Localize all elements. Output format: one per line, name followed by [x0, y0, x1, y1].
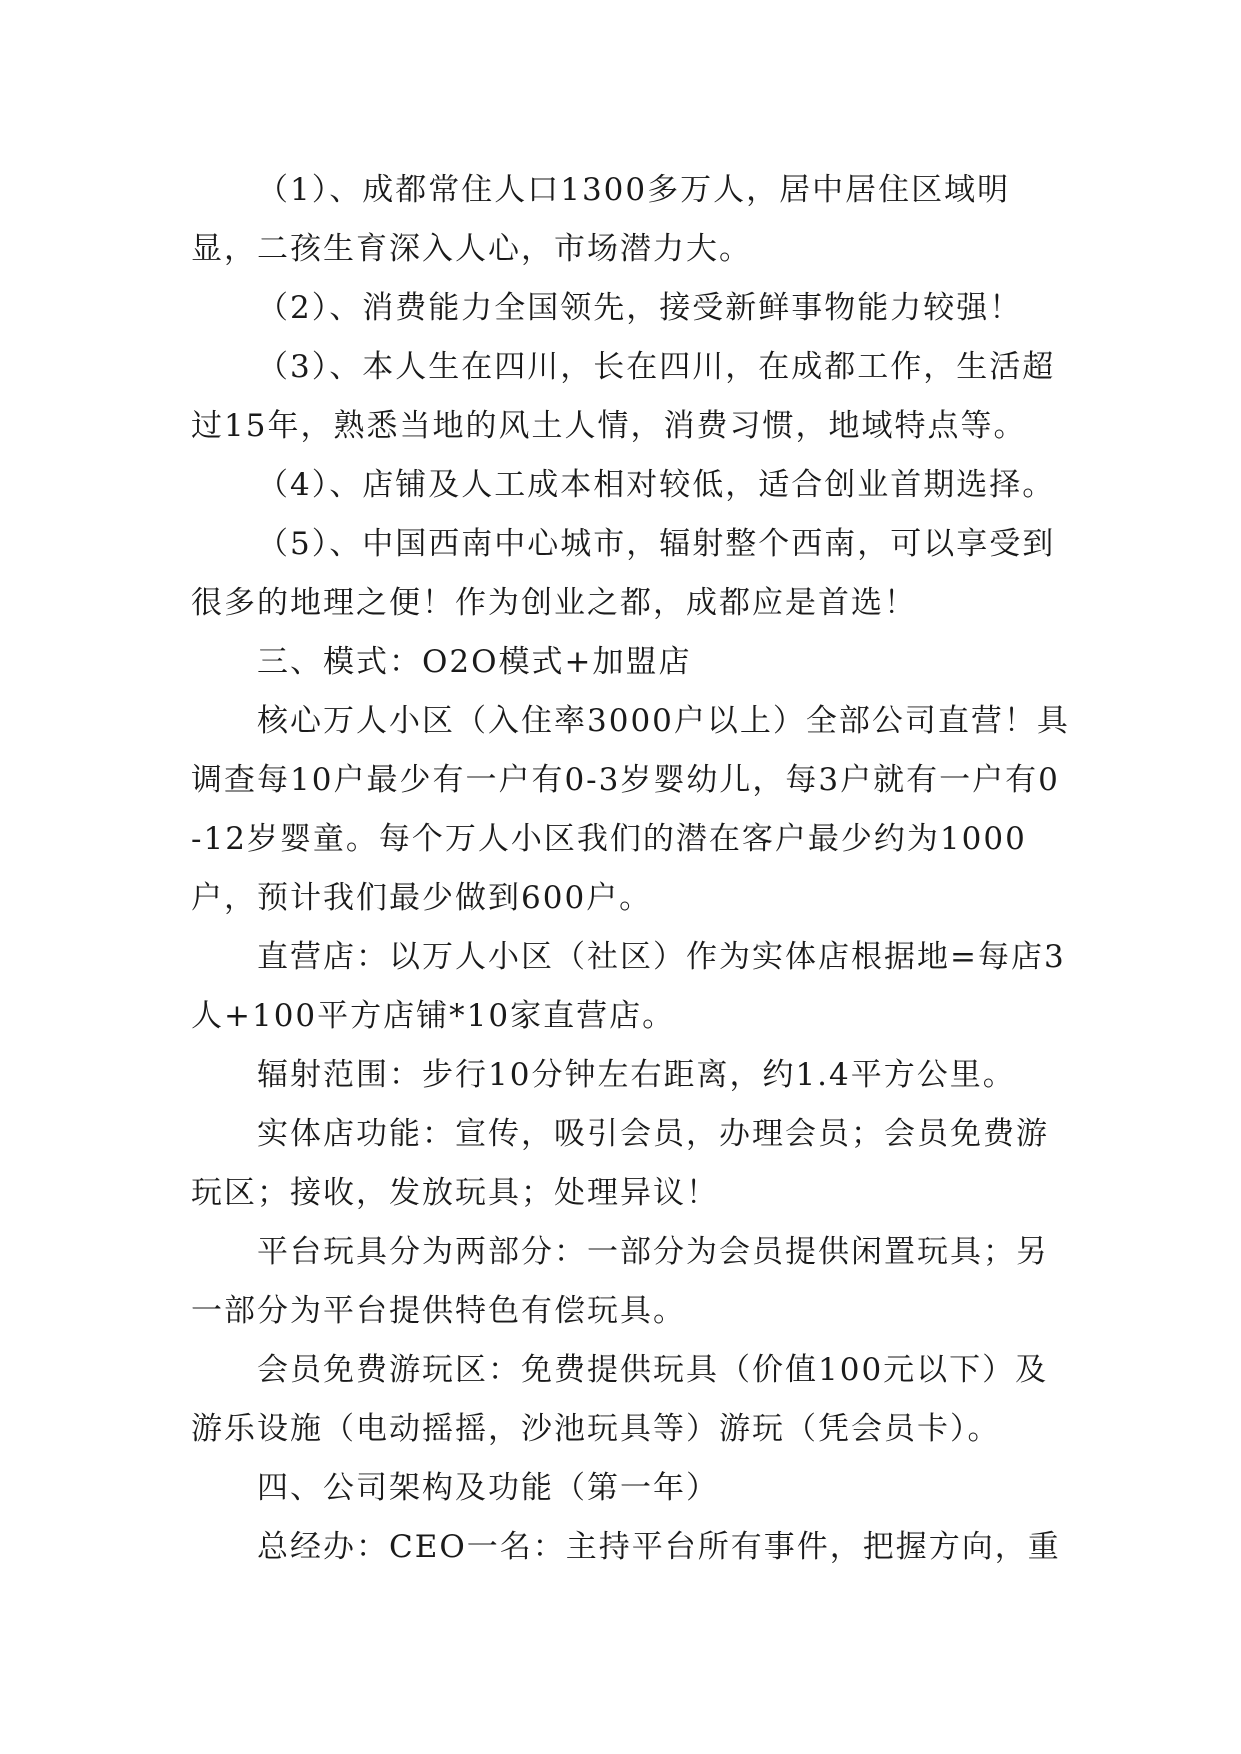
- paragraph-toy-categories: 平台玩具分为两部分：一部分为会员提供闲置玩具；另一部分为平台提供特色有偿玩具。: [191, 1234, 1049, 1329]
- paragraph-low-cost: （4）、店铺及人工成本相对较低，适合创业首期选择。: [257, 467, 1056, 503]
- paragraph-local-experience: （3）、本人生在四川，长在四川，在成都工作，生活超过15年，熟悉当地的风土人情，消费习惯，地域特点等。: [191, 349, 1056, 444]
- document-body: [191, 161, 1071, 1577]
- paragraph-coverage-range: 辐射范围：步行10分钟左右距离，约1.4平方公里。: [257, 1057, 1016, 1093]
- paragraph-consumption-ability: （2）、消费能力全国领先，接受新鲜事物能力较强！: [257, 290, 1023, 326]
- section-heading-model: 三、模式：O2O模式+加盟店: [257, 644, 692, 680]
- paragraph-direct-stores: 直营店：以万人小区（社区）作为实体店根据地=每店3人+100平方店铺*10家直营店。: [191, 939, 1066, 1034]
- paragraph-southwest-center: （5）、中国西南中心城市，辐射整个西南，可以享受到很多的地理之便！作为创业之都，成都应是首选！: [191, 526, 1056, 621]
- paragraph-store-functions: 实体店功能：宣传，吸引会员，办理会员；会员免费游玩区；接收，发放玩具；处理异议！: [191, 1116, 1049, 1211]
- paragraph-ceo-office: 总经办：CEO一名：主持平台所有事件，把握方向，重: [257, 1529, 1061, 1565]
- paragraph-free-play-area: 会员免费游玩区：免费提供玩具（价值100元以下）及游乐设施（电动摇摇，沙池玩具等）游玩（凭会员卡）。: [191, 1352, 1049, 1447]
- paragraph-market-population: （1）、成都常住人口1300多万人，居中居住区域明显，二孩生育深入人心，市场潜力大。: [191, 172, 1011, 267]
- section-heading-structure: 四、公司架构及功能（第一年）: [257, 1470, 719, 1506]
- paragraph-core-communities: 核心万人小区（入住率3000户以上）全部公司直营！具调查每10户最少有一户有0-3岁婴幼儿，每3户就有一户有0-12岁婴童。每个万人小区我们的潜在客户最少约为1000户，预计我们最少做到600户。: [191, 703, 1070, 916]
